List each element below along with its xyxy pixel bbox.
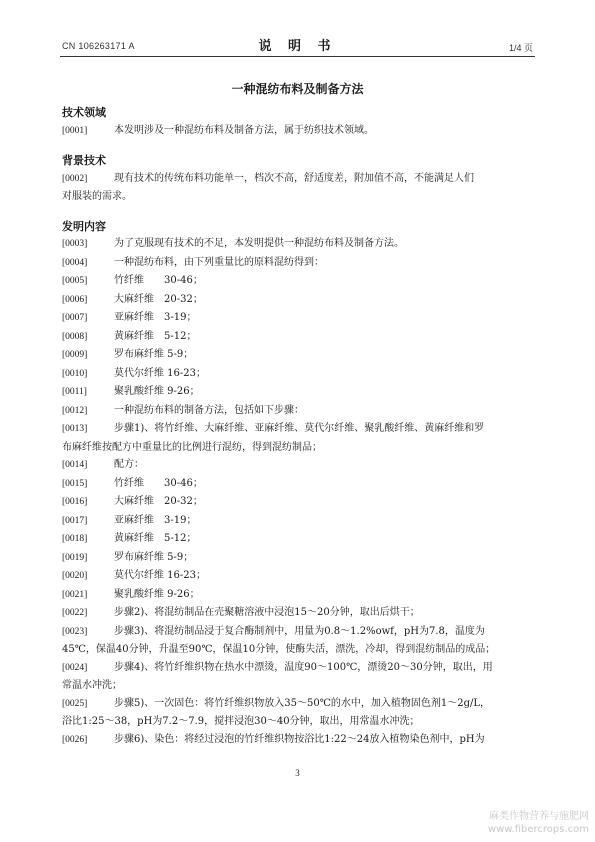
paragraph	[62, 623, 536, 659]
paragraph-number: [0011]	[62, 387, 87, 397]
paragraph-text: 步骤5)、一次固色：将竹纤维织物放入35～50℃的水中，加入植物固色剂1～2g/L，	[114, 697, 491, 709]
paragraph-text: 亚麻纤维 3-19；	[114, 312, 197, 323]
watermark-line-2: www.fibercrops.com	[487, 824, 589, 835]
paragraph	[62, 309, 536, 328]
patent-number: CN 106263171 A	[62, 41, 135, 51]
paragraph-text: 配方：	[114, 459, 144, 470]
paragraph	[62, 122, 536, 141]
paragraph	[62, 475, 536, 494]
document-body	[62, 104, 536, 749]
paragraph-text: 竹纤维 30-46；	[114, 275, 203, 286]
paragraph-text: 步骤4)、将竹纤维织物在热水中漂烫，温度90～100℃，漂烫20～30分钟，取出，用	[114, 661, 493, 673]
paragraph-text-continued: 对服装的需求。	[62, 191, 132, 202]
paragraph-number: [0004]	[62, 257, 88, 268]
watermark	[488, 810, 589, 836]
paragraph-number: [0002]	[62, 173, 88, 184]
paragraph	[62, 695, 536, 731]
paragraph-number: [0008]	[62, 331, 88, 342]
paragraph-number: [0003]	[62, 239, 88, 249]
paragraph-text: 聚乳酸纤维 9-26；	[114, 386, 200, 397]
paragraph	[62, 604, 536, 623]
section-heading-summary: 发明内容	[62, 219, 106, 233]
paragraph-number: [0014]	[62, 460, 88, 470]
page-reference: 1/4 页	[508, 43, 533, 53]
paragraph-text-continued: 布麻纤维按配方中重量比的比例进行混纺，得到混纺制品；	[62, 441, 322, 453]
paragraph-number: [0018]	[62, 534, 88, 544]
paragraph-text: 黄麻纤维 5-12；	[114, 330, 197, 342]
paragraph-number: [0022]	[62, 608, 88, 618]
paragraph-text: 为了克服现有技术的不足，本发明提供一种混纺布料及制备方法。	[114, 238, 404, 249]
section-heading-tech-field: 技术领域	[62, 106, 106, 119]
paragraph-text: 现有技术的传统布料功能单一，档次不高，舒适度差，附加值不高，不能满足人们	[114, 172, 474, 184]
paragraph-number: [0025]	[62, 698, 88, 709]
paragraph-text: 莫代尔纤维 16-23；	[114, 367, 207, 379]
paragraph-text: 聚乳酸纤维 9-26；	[114, 588, 200, 600]
paragraph-number: [0013]	[62, 424, 88, 434]
paragraph-number: [0006]	[62, 294, 88, 305]
paragraph	[62, 291, 536, 310]
paragraph-text-continued: 45℃，保温40分钟，升温至90℃，保温10分钟，使酶失活，漂洗，冷却，得到混纺制品的成品；	[62, 644, 496, 655]
paragraph-number: [0023]	[62, 626, 88, 637]
paragraph-text: 亚麻纤维 3-19；	[114, 514, 197, 526]
paragraph	[62, 512, 536, 531]
paragraph	[62, 420, 536, 456]
paragraph-text: 本发明涉及一种混纺布料及制备方法，属于纺织技术领域。	[114, 124, 374, 136]
page-number: 3	[295, 768, 300, 778]
paragraph-text: 竹纤维 30-46；	[114, 477, 203, 489]
document-title: 一种混纺布料及制备方法	[231, 82, 364, 96]
paragraph	[62, 383, 536, 402]
paragraph	[62, 731, 536, 750]
paragraph	[62, 549, 536, 568]
paragraph-number: [0021]	[62, 589, 88, 600]
paragraph-text: 步骤6)、染色：将经过浸泡的竹纤维织物按浴比1:22～24放入植物染色剂中，pH为	[114, 733, 485, 745]
paragraph-number: [0005]	[62, 276, 88, 286]
paragraph-number: [0009]	[62, 350, 88, 360]
paragraph-text: 步骤2)、将混纺制品在壳聚糖溶液中浸泡15～20分钟，取出后烘干；	[114, 607, 420, 618]
paragraph	[62, 402, 536, 421]
paragraph	[62, 567, 536, 586]
paragraph-text: 大麻纤维 20-32；	[114, 496, 203, 507]
paragraph-text: 步骤3)、将混纺制品浸于复合酶制剂中，用量为0.8～1.2%owf，pH为7.8，温度为	[114, 625, 485, 637]
paragraph-text: 黄麻纤维 5-12；	[114, 533, 197, 544]
paragraph	[62, 586, 536, 605]
header-rule	[60, 56, 535, 57]
paragraph	[62, 254, 536, 273]
paragraph-number: [0019]	[62, 552, 88, 563]
paragraph-number: [0015]	[62, 478, 88, 489]
watermark-line-1: 麻类作物营养与施肥网	[489, 811, 589, 822]
paragraph-number: [0016]	[62, 497, 88, 507]
paragraph-text: 罗布麻纤维 5-9；	[114, 349, 194, 360]
paragraph	[62, 346, 536, 365]
paragraph-text: 步骤1)、将竹纤维、大麻纤维、亚麻纤维、莫代尔纤维、聚乳酸纤维、黄麻纤维和罗	[114, 423, 485, 434]
paragraph-text: 一种混纺布料的制备方法，包括如下步骤：	[114, 404, 304, 416]
section-heading-background: 背景技术	[62, 154, 106, 167]
paragraph	[62, 328, 536, 347]
paragraph-text: 大麻纤维 20-32；	[114, 293, 203, 305]
document-type: 说 明 书	[258, 39, 337, 54]
paragraph	[62, 493, 536, 512]
paragraph-text: 一种混纺布料，由下列重量比的原料混纺得到：	[114, 256, 324, 268]
paragraph-number: [0026]	[62, 734, 88, 745]
paragraph	[62, 659, 536, 695]
paragraph-number: [0017]	[62, 515, 88, 526]
paragraph-number: [0010]	[62, 368, 88, 379]
paragraph-text-continued: 浴比1:25～38，pH为7.2～7.9，搅拌浸泡30～40分钟，取出，用常温水冲洗；	[62, 716, 420, 727]
paragraph-number: [0024]	[62, 662, 88, 673]
paragraph	[62, 170, 536, 206]
paragraph	[62, 456, 536, 475]
paragraph-number: [0007]	[62, 313, 88, 323]
paragraph	[62, 272, 536, 291]
paragraph-text: 罗布麻纤维 5-9；	[114, 551, 194, 563]
paragraph-number: [0020]	[62, 571, 88, 581]
paragraph-text-continued: 常温水冲洗；	[62, 680, 122, 691]
paragraph	[62, 235, 536, 254]
paragraph	[62, 530, 536, 549]
paragraph-number: [0012]	[62, 405, 88, 416]
paragraph-text: 莫代尔纤维 16-23；	[114, 570, 207, 581]
paragraph-number: [0001]	[62, 125, 88, 136]
paragraph	[62, 365, 536, 384]
